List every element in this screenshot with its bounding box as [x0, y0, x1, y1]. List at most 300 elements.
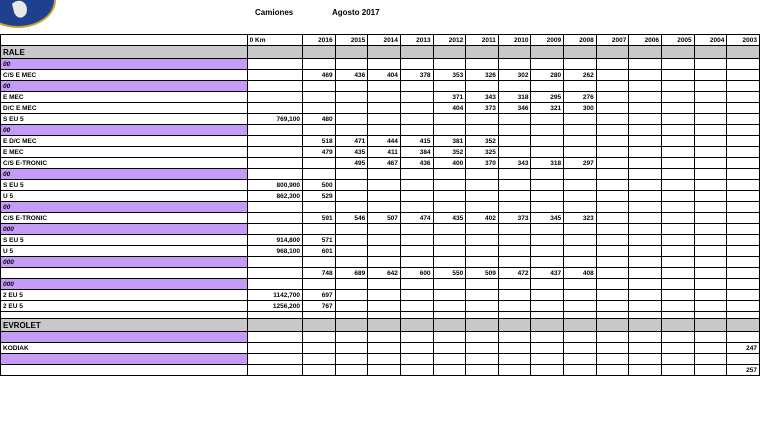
- table-cell: [694, 147, 727, 158]
- table-cell: 257: [727, 365, 760, 376]
- table-cell: [400, 81, 433, 92]
- table-cell: [629, 81, 662, 92]
- table-cell: [368, 343, 401, 354]
- table-cell: 326: [466, 70, 499, 81]
- table-cell: [727, 70, 760, 81]
- table-cell: [433, 235, 466, 246]
- table-cell: [433, 81, 466, 92]
- table-cell: [694, 354, 727, 365]
- table-cell: [727, 312, 760, 319]
- row-label: S EU 5: [1, 114, 248, 125]
- column-header: 2003: [727, 35, 760, 46]
- table-cell: [531, 191, 564, 202]
- table-cell: [727, 136, 760, 147]
- table-cell: 300: [564, 103, 597, 114]
- table-cell: [564, 136, 597, 147]
- table-cell: [727, 59, 760, 70]
- row-label: [1, 365, 248, 376]
- table-cell: [727, 279, 760, 290]
- table-cell: [596, 114, 629, 125]
- table-cell: [662, 180, 695, 191]
- table-cell: [596, 301, 629, 312]
- table-cell: [303, 81, 336, 92]
- table-cell: [564, 147, 597, 158]
- table-cell: 435: [433, 213, 466, 224]
- table-cell: 600: [400, 268, 433, 279]
- table-cell: [564, 180, 597, 191]
- table-row: [1, 158, 760, 169]
- table-cell: [247, 70, 302, 81]
- table-cell: 321: [531, 103, 564, 114]
- table-cell: [368, 290, 401, 301]
- table-cell: 318: [531, 158, 564, 169]
- table-cell: [498, 235, 531, 246]
- row-label: KODIAK: [1, 343, 248, 354]
- table-cell: [727, 354, 760, 365]
- table-cell: [400, 92, 433, 103]
- table-cell: [368, 319, 401, 332]
- table-cell: 601: [303, 246, 336, 257]
- table-cell: [247, 224, 302, 235]
- table-cell: 297: [564, 158, 597, 169]
- table-cell: [596, 279, 629, 290]
- table-cell: [466, 301, 499, 312]
- table-cell: [531, 312, 564, 319]
- table-cell: 262: [564, 70, 597, 81]
- table-cell: [694, 213, 727, 224]
- table-cell: [466, 257, 499, 268]
- table-cell: [400, 180, 433, 191]
- table-cell: [596, 213, 629, 224]
- table-cell: [629, 290, 662, 301]
- table-cell: [303, 92, 336, 103]
- table-cell: [694, 279, 727, 290]
- table-cell: [662, 319, 695, 332]
- table-cell: [335, 180, 368, 191]
- table-cell: [433, 312, 466, 319]
- column-header: 2010: [498, 35, 531, 46]
- table-cell: [368, 301, 401, 312]
- table-cell: [564, 343, 597, 354]
- table-cell: [498, 169, 531, 180]
- row-label: E MEC: [1, 92, 248, 103]
- table-cell: [433, 125, 466, 136]
- table-cell: [303, 125, 336, 136]
- table-cell: 546: [335, 213, 368, 224]
- table-cell: 471: [335, 136, 368, 147]
- table-cell: [531, 125, 564, 136]
- table-cell: [629, 246, 662, 257]
- table-cell: [498, 114, 531, 125]
- model-group-row: [1, 125, 760, 136]
- table-cell: [662, 257, 695, 268]
- table-cell: [531, 246, 564, 257]
- table-cell: [662, 147, 695, 158]
- row-label: [1, 312, 248, 319]
- column-header: 2004: [694, 35, 727, 46]
- table-cell: [596, 191, 629, 202]
- model-group-row: [1, 257, 760, 268]
- table-cell: 689: [335, 268, 368, 279]
- table-cell: [596, 224, 629, 235]
- table-cell: [466, 180, 499, 191]
- table-cell: [531, 136, 564, 147]
- table-cell: [564, 365, 597, 376]
- table-cell: [564, 354, 597, 365]
- table-row: [1, 70, 760, 81]
- row-label: 2 EU 5: [1, 301, 248, 312]
- table-cell: [596, 268, 629, 279]
- column-header: 2012: [433, 35, 466, 46]
- table-cell: [596, 202, 629, 213]
- column-header: 2005: [662, 35, 695, 46]
- row-label: U 5: [1, 246, 248, 257]
- table-cell: [531, 147, 564, 158]
- table-cell: [596, 136, 629, 147]
- table-cell: [247, 319, 302, 332]
- row-label: 2 EU 5: [1, 290, 248, 301]
- table-cell: [662, 125, 695, 136]
- table-cell: [368, 279, 401, 290]
- table-cell: [596, 180, 629, 191]
- table-row: [1, 213, 760, 224]
- table-cell: [596, 147, 629, 158]
- row-label: [1, 354, 248, 365]
- table-cell: [629, 180, 662, 191]
- table-cell: [368, 354, 401, 365]
- table-cell: [335, 235, 368, 246]
- brand-logo: [0, 0, 56, 28]
- table-cell: 550: [433, 268, 466, 279]
- table-cell: [629, 158, 662, 169]
- table-cell: [727, 202, 760, 213]
- table-cell: [466, 312, 499, 319]
- table-cell: [303, 158, 336, 169]
- table-cell: [694, 114, 727, 125]
- table-cell: [335, 290, 368, 301]
- table-cell: [662, 103, 695, 114]
- column-header: 2007: [596, 35, 629, 46]
- table-cell: [303, 319, 336, 332]
- table-cell: [727, 290, 760, 301]
- table-cell: 529: [303, 191, 336, 202]
- table-cell: [564, 125, 597, 136]
- table-cell: [662, 136, 695, 147]
- table-cell: [303, 169, 336, 180]
- table-cell: [303, 257, 336, 268]
- table-cell: [247, 125, 302, 136]
- price-table: [0, 34, 760, 376]
- table-cell: [498, 246, 531, 257]
- table-cell: [694, 158, 727, 169]
- table-cell: [303, 224, 336, 235]
- table-cell: [335, 114, 368, 125]
- table-cell: [564, 191, 597, 202]
- table-cell: [400, 343, 433, 354]
- table-cell: 352: [466, 136, 499, 147]
- report-date: Agosto 2017: [332, 8, 380, 17]
- table-cell: [247, 81, 302, 92]
- table-cell: [694, 125, 727, 136]
- table-cell: [694, 136, 727, 147]
- table-cell: [498, 319, 531, 332]
- table-cell: [498, 125, 531, 136]
- table-cell: [498, 301, 531, 312]
- table-cell: [498, 365, 531, 376]
- table-cell: [433, 180, 466, 191]
- table-cell: [433, 191, 466, 202]
- table-cell: [498, 354, 531, 365]
- table-cell: [466, 354, 499, 365]
- table-cell: [303, 354, 336, 365]
- table-cell: [727, 46, 760, 59]
- model-group-row: [1, 332, 760, 343]
- table-cell: 1256,200: [247, 301, 302, 312]
- table-cell: 404: [433, 103, 466, 114]
- table-cell: [596, 70, 629, 81]
- table-cell: [433, 279, 466, 290]
- table-cell: [694, 81, 727, 92]
- table-cell: [694, 59, 727, 70]
- table-cell: [433, 290, 466, 301]
- table-cell: [400, 246, 433, 257]
- table-cell: [629, 70, 662, 81]
- table-cell: [662, 92, 695, 103]
- table-cell: [662, 224, 695, 235]
- table-cell: [629, 224, 662, 235]
- table-cell: [564, 312, 597, 319]
- table-cell: [247, 136, 302, 147]
- table-cell: 435: [335, 147, 368, 158]
- table-row: [1, 147, 760, 158]
- table-cell: 518: [303, 136, 336, 147]
- table-cell: [247, 279, 302, 290]
- table-cell: [400, 59, 433, 70]
- table-cell: 371: [433, 92, 466, 103]
- table-cell: [335, 332, 368, 343]
- table-cell: [629, 257, 662, 268]
- table-cell: [694, 268, 727, 279]
- table-cell: [531, 343, 564, 354]
- table-row: [1, 343, 760, 354]
- row-label: C/S E-TRONIC: [1, 158, 248, 169]
- table-cell: [531, 290, 564, 301]
- table-cell: [662, 290, 695, 301]
- table-row: [1, 290, 760, 301]
- table-cell: [433, 59, 466, 70]
- table-cell: [498, 136, 531, 147]
- table-cell: 507: [368, 213, 401, 224]
- table-cell: 353: [433, 70, 466, 81]
- table-cell: [303, 365, 336, 376]
- table-cell: [564, 246, 597, 257]
- table-cell: [596, 169, 629, 180]
- table-cell: [531, 114, 564, 125]
- table-cell: [433, 257, 466, 268]
- table-cell: [727, 81, 760, 92]
- table-cell: 384: [400, 147, 433, 158]
- table-cell: 495: [335, 158, 368, 169]
- table-cell: 480: [303, 114, 336, 125]
- table-cell: [629, 169, 662, 180]
- table-cell: [335, 81, 368, 92]
- table-cell: [247, 354, 302, 365]
- table-cell: [564, 81, 597, 92]
- table-cell: [727, 147, 760, 158]
- table-cell: 800,900: [247, 180, 302, 191]
- table-cell: [662, 312, 695, 319]
- table-cell: [466, 59, 499, 70]
- table-cell: 402: [466, 213, 499, 224]
- table-cell: 767: [303, 301, 336, 312]
- table-cell: [629, 114, 662, 125]
- table-cell: 352: [433, 147, 466, 158]
- row-label: 00: [1, 81, 248, 92]
- header-blank-cell: [1, 35, 248, 46]
- row-label: [1, 268, 248, 279]
- table-cell: [335, 257, 368, 268]
- table-cell: [498, 180, 531, 191]
- table-cell: [335, 343, 368, 354]
- table-cell: [400, 103, 433, 114]
- table-cell: [694, 191, 727, 202]
- table-cell: 343: [498, 158, 531, 169]
- table-cell: [727, 246, 760, 257]
- table-cell: [433, 365, 466, 376]
- table-cell: [596, 290, 629, 301]
- model-group-row: [1, 279, 760, 290]
- column-header: 2011: [466, 35, 499, 46]
- table-cell: [335, 301, 368, 312]
- table-cell: [662, 268, 695, 279]
- table-cell: [303, 343, 336, 354]
- table-cell: [694, 103, 727, 114]
- table-cell: [662, 46, 695, 59]
- table-cell: 276: [564, 92, 597, 103]
- table-cell: [335, 92, 368, 103]
- table-cell: [433, 114, 466, 125]
- table-cell: [400, 312, 433, 319]
- model-group-row: [1, 169, 760, 180]
- table-cell: [498, 257, 531, 268]
- table-cell: [629, 312, 662, 319]
- table-cell: [466, 191, 499, 202]
- table-cell: [400, 46, 433, 59]
- table-cell: [727, 114, 760, 125]
- table-cell: [662, 279, 695, 290]
- row-label: 00: [1, 59, 248, 70]
- table-cell: 968,100: [247, 246, 302, 257]
- table-cell: [466, 246, 499, 257]
- table-cell: [400, 191, 433, 202]
- table-cell: [247, 92, 302, 103]
- table-cell: [466, 125, 499, 136]
- table-cell: [247, 257, 302, 268]
- row-label: 00: [1, 125, 248, 136]
- table-cell: [498, 343, 531, 354]
- table-cell: [694, 46, 727, 59]
- table-cell: 378: [400, 70, 433, 81]
- table-cell: [466, 319, 499, 332]
- table-cell: [629, 59, 662, 70]
- table-cell: [629, 279, 662, 290]
- table-cell: 370: [466, 158, 499, 169]
- table-cell: [596, 46, 629, 59]
- row-label: U 5: [1, 191, 248, 202]
- table-cell: [368, 125, 401, 136]
- table-cell: [662, 246, 695, 257]
- table-cell: [335, 279, 368, 290]
- table-cell: [629, 332, 662, 343]
- table-cell: [662, 365, 695, 376]
- table-cell: [335, 191, 368, 202]
- table-cell: [662, 332, 695, 343]
- table-cell: [400, 224, 433, 235]
- table-cell: [629, 268, 662, 279]
- table-cell: [629, 235, 662, 246]
- table-cell: [662, 70, 695, 81]
- table-cell: [368, 246, 401, 257]
- table-cell: [662, 343, 695, 354]
- table-cell: [498, 81, 531, 92]
- table-cell: [694, 257, 727, 268]
- table-cell: 318: [498, 92, 531, 103]
- table-cell: [247, 268, 302, 279]
- table-cell: 862,300: [247, 191, 302, 202]
- table-cell: [400, 279, 433, 290]
- table-cell: [629, 301, 662, 312]
- table-cell: [727, 169, 760, 180]
- table-cell: [564, 114, 597, 125]
- table-cell: [727, 103, 760, 114]
- table-cell: [400, 125, 433, 136]
- table-cell: [662, 191, 695, 202]
- table-cell: [727, 268, 760, 279]
- table-cell: [466, 202, 499, 213]
- row-label: S EU 5: [1, 180, 248, 191]
- table-cell: [498, 312, 531, 319]
- table-cell: [433, 202, 466, 213]
- table-cell: [335, 202, 368, 213]
- table-cell: [368, 332, 401, 343]
- table-cell: 437: [531, 268, 564, 279]
- table-cell: [433, 343, 466, 354]
- table-cell: [335, 125, 368, 136]
- table-cell: [368, 180, 401, 191]
- table-cell: [400, 114, 433, 125]
- table-cell: [400, 257, 433, 268]
- table-cell: [564, 202, 597, 213]
- table-cell: [466, 290, 499, 301]
- table-cell: [694, 319, 727, 332]
- table-cell: [662, 158, 695, 169]
- table-cell: [247, 158, 302, 169]
- table-cell: 571: [303, 235, 336, 246]
- model-group-row: [1, 202, 760, 213]
- brand-section-row: [1, 319, 760, 332]
- table-cell: [400, 354, 433, 365]
- table-cell: [335, 246, 368, 257]
- table-cell: [596, 125, 629, 136]
- table-cell: [694, 224, 727, 235]
- table-cell: [694, 290, 727, 301]
- table-cell: [466, 46, 499, 59]
- row-label: 000: [1, 257, 248, 268]
- table-cell: 346: [498, 103, 531, 114]
- table-cell: 469: [303, 70, 336, 81]
- table-cell: [531, 81, 564, 92]
- table-row: [1, 365, 760, 376]
